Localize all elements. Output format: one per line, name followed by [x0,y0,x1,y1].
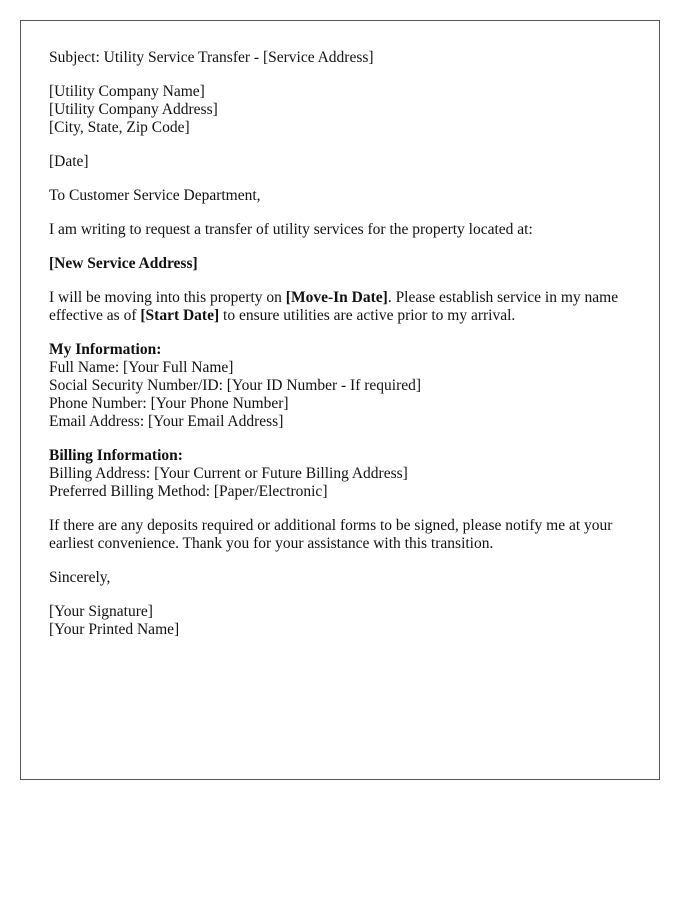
billing-information-section [49,447,631,501]
phone-line: Phone Number: [Your Phone Number] [49,395,289,412]
my-information-section [49,341,631,431]
city-state-zip: [City, State, Zip Code] [49,119,190,136]
full-name-line: Full Name: [Your Full Name] [49,359,234,376]
my-information-heading: My Information: [49,341,162,358]
salutation: To Customer Service Department, [49,187,261,204]
billing-address-line: Billing Address: [Your Current or Future Billing Address] [49,465,408,482]
letter [20,20,660,780]
signature-block [49,603,631,639]
id-line: Social Security Number/ID: [Your ID Number - If required] [49,377,422,394]
start-date: [Start Date] [140,307,220,324]
moving-text-2: . Please establish service in my name effective as of [49,289,619,324]
recipient-block [49,83,631,137]
move-in-date: [Move-In Date] [285,289,388,306]
billing-method-line: Preferred Billing Method: [Paper/Electronic] [49,483,328,500]
closing-paragraph: If there are any deposits required or additional forms to be signed, please notify me at your earliest convenience. Thank you for your assistance with this transition. [49,517,613,552]
new-service-address [49,255,631,273]
moving-text-3: to ensure utilities are active prior to my arrival. [219,307,516,324]
new-service-address-text: [New Service Address] [49,255,198,272]
printed-name: [Your Printed Name] [49,621,180,638]
billing-information-heading: Billing Information: [49,447,183,464]
email-line: Email Address: [Your Email Address] [49,413,284,430]
company-name: [Utility Company Name] [49,83,205,100]
intro-paragraph: I am writing to request a transfer of utility services for the property located at: [49,221,533,238]
moving-text-1: I will be moving into this property on [49,289,286,306]
signature: [Your Signature] [49,603,153,620]
letter-date: [Date] [49,153,89,170]
subject-line: Subject: Utility Service Transfer - [Service Address] [49,49,374,66]
closing: Sincerely, [49,569,111,586]
moving-paragraph [49,289,631,325]
company-address: [Utility Company Address] [49,101,218,118]
